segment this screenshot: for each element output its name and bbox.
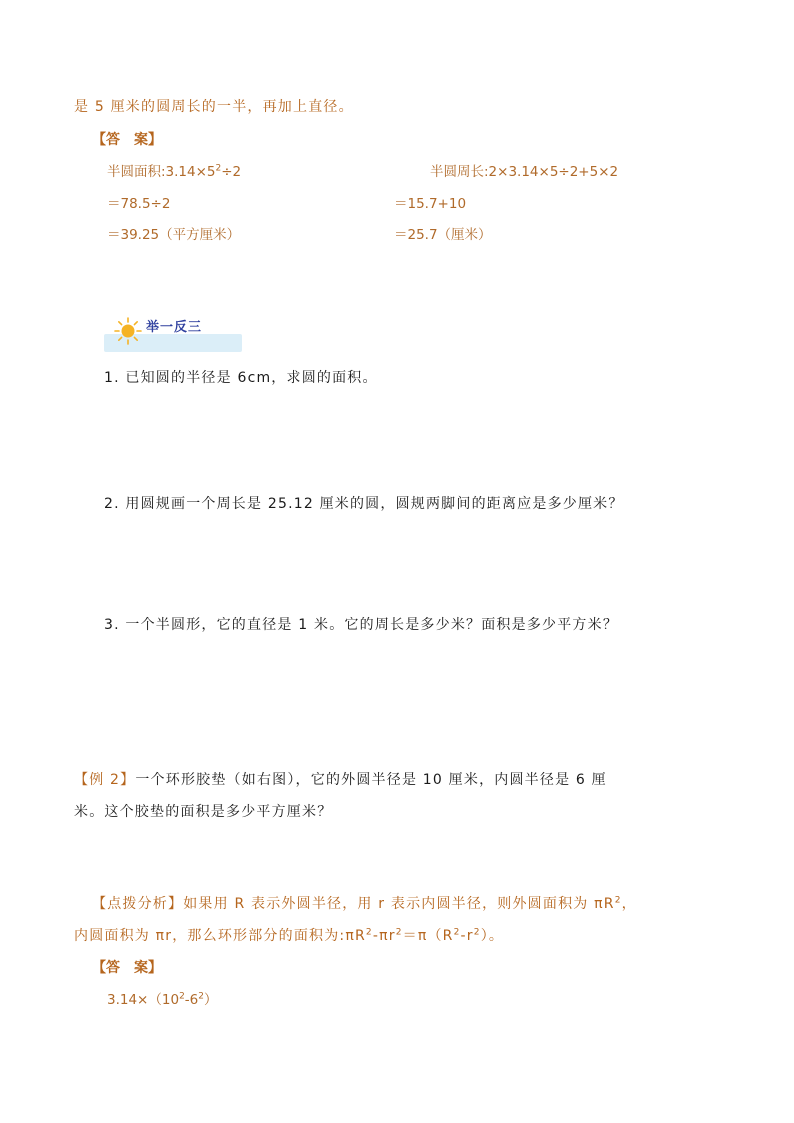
- answer-sup-2: 2: [198, 991, 204, 1002]
- analysis-line2-c: ＝π（R: [402, 928, 454, 944]
- analysis-line1-a: 如果用 R 表示外圆半径，用 r 表示内圆半径，则外圆面积为 πR: [183, 896, 615, 912]
- analysis-sup-5: 2: [473, 927, 481, 938]
- analysis-line2: [74, 925, 504, 945]
- analysis-answer-label: 【答 案】: [92, 960, 162, 976]
- analysis-line2-d: -r: [460, 928, 474, 944]
- area-line1-sup: 2: [215, 163, 222, 174]
- practice-question-1: 1. 已知圆的半径是 6cm，求圆的面积。: [104, 370, 378, 386]
- analysis-line2-b: -πr: [372, 928, 396, 944]
- analysis-line2-a: 内圆面积为 πr，那么环形部分的面积为:πR: [74, 928, 366, 944]
- analysis-line1-b: ，: [621, 896, 637, 912]
- sun-icon: [113, 316, 143, 346]
- answer-c: ）: [204, 992, 218, 1008]
- area-line1-b: ÷2: [221, 164, 242, 180]
- answer-label: 【答 案】: [92, 132, 162, 148]
- semicircle-area-line1: [107, 160, 241, 180]
- analysis-sup-4: 2: [453, 927, 461, 938]
- answer-a: 3.14×（10: [107, 992, 180, 1008]
- semicircle-perimeter-line3: ＝25.7（厘米）: [394, 227, 492, 243]
- example-2-line2: 米。这个胶垫的面积是多少平方厘米？: [74, 804, 333, 820]
- answer-b: -6: [184, 992, 199, 1008]
- semicircle-perimeter-line2: ＝15.7+10: [394, 196, 467, 212]
- practice-question-2: 2. 用圆规画一个周长是 25.12 厘米的圆，圆规两脚间的距离应是多少厘米？: [104, 496, 624, 512]
- practice-question-3: 3. 一个半圆形，它的直径是 1 米。它的周长是多少米？面积是多少平方米？: [104, 617, 619, 633]
- example-2-text-a: 一个环形胶垫（如右图），它的外圆半径是 10 厘米，内圆半径是 6 厘: [135, 772, 607, 788]
- semicircle-area-line2: ＝78.5÷2: [107, 196, 171, 212]
- continuation-text: 是 5 厘米的圆周长的一半，再加上直径。: [74, 99, 354, 115]
- answer-sup-1: 2: [179, 991, 185, 1002]
- semicircle-perimeter-line1: 半圆周长:2×3.14×5÷2+5×2: [430, 164, 619, 180]
- analysis-sup-1: 2: [614, 895, 622, 906]
- analysis-line2-e: ）。: [480, 928, 505, 944]
- analysis-line1: [92, 893, 637, 913]
- analysis-answer-line: [107, 988, 218, 1008]
- practice-title: 举一反三: [146, 320, 203, 335]
- area-line1-a: 半圆面积:3.14×5: [107, 164, 216, 180]
- example-2-line1: [74, 769, 607, 789]
- example-2-label: 【例 2】: [74, 772, 136, 788]
- analysis-sup-3: 2: [395, 927, 403, 938]
- analysis-label: 【点拨分析】: [92, 896, 184, 912]
- semicircle-area-line3: ＝39.25（平方厘米）: [107, 227, 241, 243]
- analysis-sup-2: 2: [365, 927, 373, 938]
